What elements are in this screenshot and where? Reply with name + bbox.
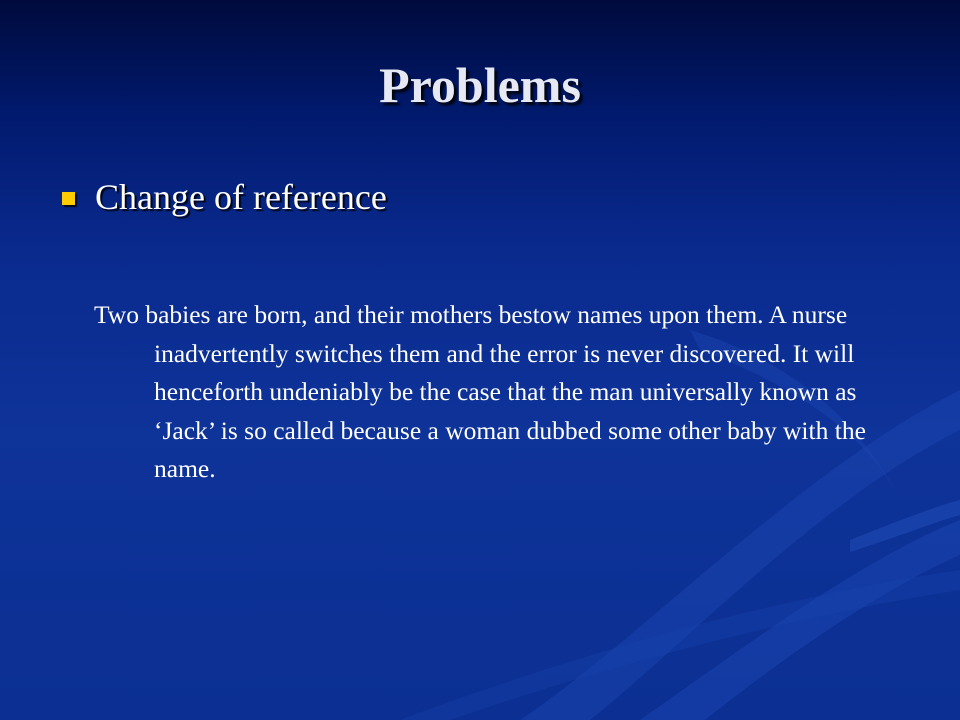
body-paragraph: Two babies are born, and their mothers bestow names upon them. A nurse inadvertently switches them and the error is never discovered. It will henceforth undeniably be the case that the man universally known as ‘Jack’ is so called because a woman dubbed some other baby with the name. xyxy=(94,300,866,483)
bullet-text: Change of reference xyxy=(95,177,387,217)
bullet-item xyxy=(62,176,387,218)
square-bullet-icon xyxy=(62,192,75,205)
slide-title: Problems xyxy=(379,57,581,113)
